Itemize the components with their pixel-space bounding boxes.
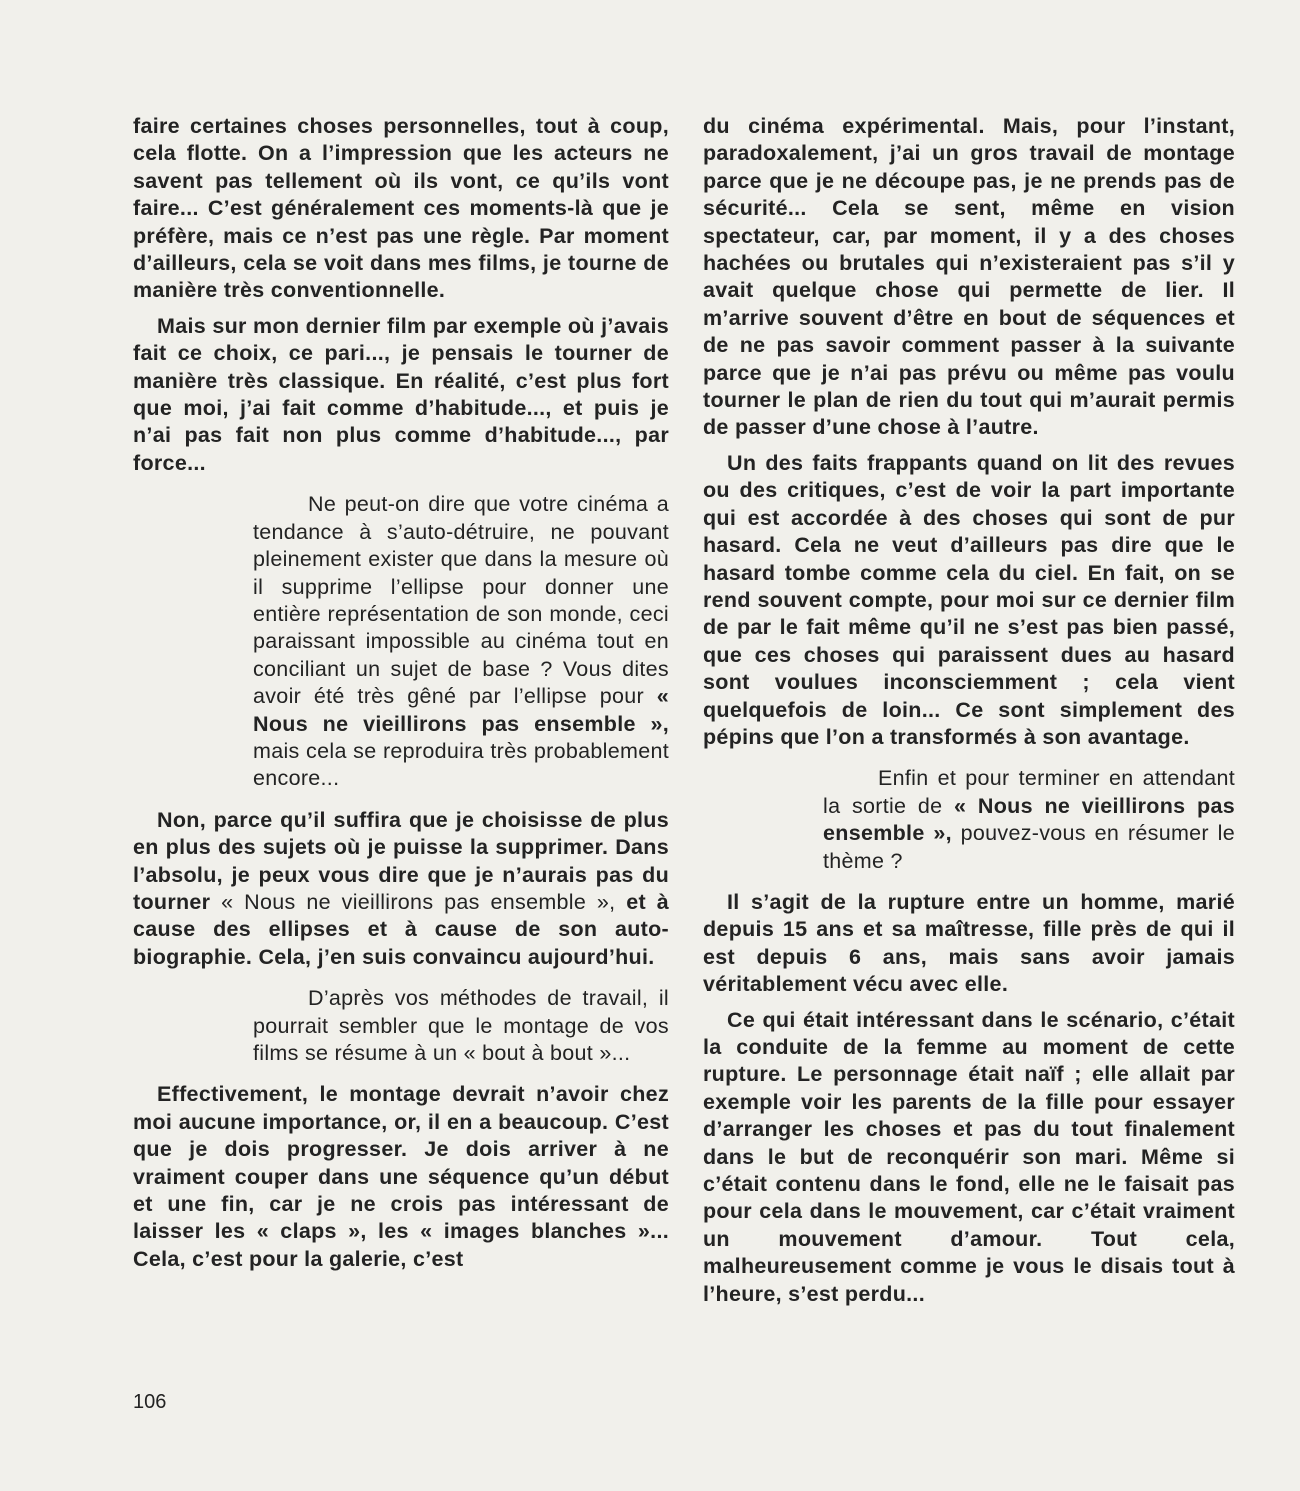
- text-run: D’après vos méthodes de travail, il pourrait sembler que le montage de vos films se résume à un « bout à bout »...: [253, 986, 669, 1065]
- interview-answer: [703, 113, 1235, 442]
- interview-question: [703, 765, 1235, 875]
- text-run: Effectivement, le montage devrait n’avoir chez moi aucune importance, or, il en a beaucoup. C’est que je dois progresser. Je dois arriver à ne vraiment couper dans une séquence qu’un début et une fin, car je ne crois pas intéressant de laisser les « claps », les « images blanches »... Cela, c’est pour la galerie, c’est: [133, 1082, 669, 1271]
- interview-answer: [133, 1081, 669, 1273]
- interview-question: [133, 491, 669, 792]
- text-run: « Nous ne vieillirons pas ensemble »,: [823, 793, 1235, 846]
- text-run: pouvez-vous en résumer le thème ?: [823, 821, 1235, 873]
- interview-answer: [133, 113, 669, 305]
- interview-answer: [133, 313, 669, 477]
- text-run: « Nous ne vieillirons pas ensemble »,: [253, 684, 669, 736]
- page-number: 106: [133, 1391, 167, 1413]
- text-run: faire certaines choses personnelles, tout à coup, cela flotte. On a l’impression que les acteurs ne savent pas tellement où ils vont, ce qu’ils vont faire... C’est généralement ces moments-là que je préfère, mais ce n’est pas une règle. Par moment d’ailleurs, cela se voit dans mes films, je tourne de manière très conventionnelle.: [133, 114, 669, 303]
- text-run: et à cause des ellipses et à cause de son auto-biographie. Cela, j’en suis convaincu aujourd’hui.: [133, 889, 669, 969]
- text-run: Un des faits frappants quand on lit des revues ou des critiques, c’est de voir la part importante qui est accordée à des choses qui sont de pur hasard. Cela ne veut d’ailleurs pas dire que le hasard tombe comme cela du ciel. En fait, on se rend souvent compte, pour moi sur ce dernier film de par le fait même qu’il ne s’est pas bien passé, que ces choses qui paraissent dues au hasard sont voulues inconsciemment ; cela vient quelquefois de loin... Ce sont simplement des pépins que l’on a transformés à son avantage.: [703, 450, 1235, 749]
- text-run: du cinéma expérimental. Mais, pour l’instant, paradoxalement, j’ai un gros travail de montage parce que je ne découpe pas, je ne prends pas de sécurité... Cela se sent, même en vision spectateur, car, par moment, il y a des choses hachées ou brutales qui n’existeraient pas s’il y avait quelque chose qui permette de lier. Il m’arrive souvent d’être en bout de séquences et de ne pas savoir comment passer à la suivante parce que je n’ai pas prévu ou même pas voulu tourner le plan de rien du tout qui m’aurait permis de passer d’une chose à l’autre.: [703, 114, 1235, 440]
- text-run: Ce qui était intéressant dans le scénario, c’était la conduite de la femme au moment de cette rupture. Le personnage était naïf ; elle allait par exemple voir les parents de la fille pour essayer d’arranger les choses et pas du tout finalement dans le but de reconquérir son mari. Même si c’était contenu dans le fond, elle ne le faisait pas pour cela dans le mouvement, car c’était vraiment un mouvement d’amour. Tout cela, malheureusement comme je vous le disais tout à l’heure, s’est perdu...: [703, 1007, 1235, 1306]
- interview-answer: [703, 450, 1235, 751]
- text-run: mais cela se reproduira très probablement encore...: [253, 738, 669, 791]
- interview-answer: [133, 807, 669, 971]
- text-run: Il s’agit de la rupture entre un homme, marié depuis 15 ans et sa maîtresse, fille près de qui il est depuis 6 ans, mais sans avoir jamais véritablement vécu avec elle.: [703, 889, 1235, 997]
- right-column: [703, 113, 1235, 1316]
- interview-question: [133, 985, 669, 1067]
- text-run: « Nous ne vieillirons pas ensemble »,: [221, 889, 616, 914]
- interview-answer: [703, 1007, 1235, 1308]
- text-run: Ne peut-on dire que votre cinéma a tendance à s’auto-détruire, ne pouvant pleinement exister que dans la mesure où il supprime l’ellipse pour donner une entière représentation de son monde, ceci paraissant impossible au cinéma tout en conciliant un sujet de base ? Vous dites avoir été très gêné par l’ellipse pour: [253, 492, 669, 709]
- text-run: Mais sur mon dernier film par exemple où j’avais fait ce choix, ce pari..., je pensais le tourner de manière très classique. En réalité, c’est plus fort que moi, j’ai fait comme d’habitude..., et puis je n’ai pas fait non plus comme d’habitude..., par force...: [133, 313, 669, 475]
- interview-answer: [703, 889, 1235, 999]
- text-run: Non, parce qu’il suffira que je choisisse de plus en plus des sujets où je puisse la supprimer. Dans l’absolu, je peux vous dire que je n’aurais pas du tourner: [133, 807, 669, 914]
- left-column: [133, 113, 669, 1281]
- text-run: Enfin et pour terminer en attendant la sortie de: [823, 766, 1235, 818]
